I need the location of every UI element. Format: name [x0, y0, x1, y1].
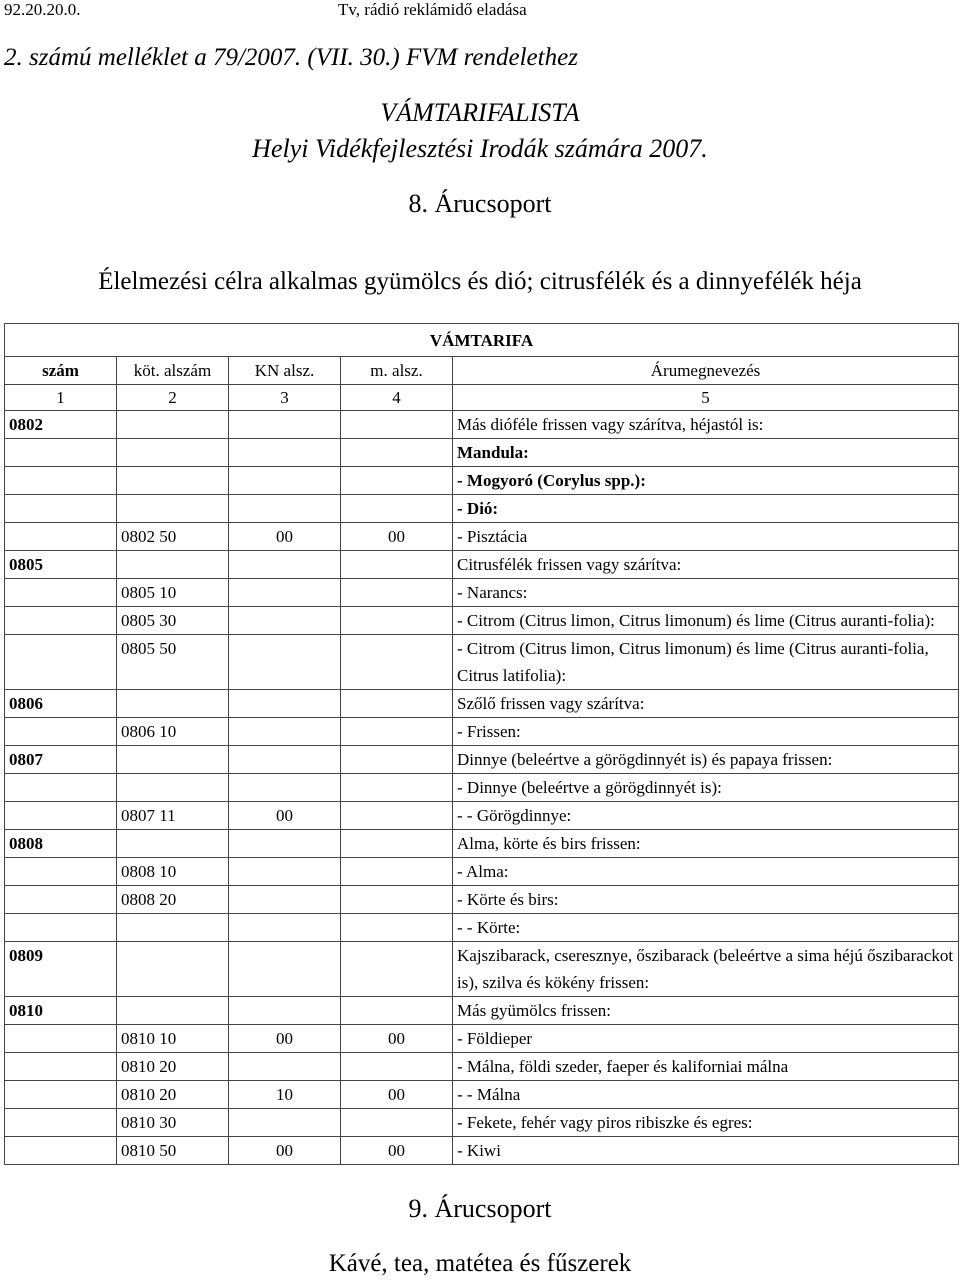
- table-row: [5, 411, 959, 439]
- table-row: [5, 495, 959, 523]
- table-row: [5, 439, 959, 467]
- kn-subheading: [229, 830, 341, 858]
- table-row: [5, 635, 959, 690]
- subheading-code: 0807 11: [117, 802, 229, 830]
- subheading-code: 0808 20: [117, 886, 229, 914]
- table-row: [5, 1025, 959, 1053]
- table-row: [5, 886, 959, 914]
- table-row: [5, 914, 959, 942]
- m-subheading: [341, 746, 453, 774]
- heading-number: 0808: [5, 830, 117, 858]
- kn-subheading: [229, 635, 341, 690]
- heading-number: [5, 858, 117, 886]
- column-header: m. alsz.: [341, 357, 453, 385]
- column-number: 3: [229, 385, 341, 411]
- kn-subheading: [229, 495, 341, 523]
- m-subheading: [341, 607, 453, 635]
- subheading-code: [117, 746, 229, 774]
- m-subheading: 00: [341, 523, 453, 551]
- tariff-table: [4, 323, 959, 1165]
- heading-number: [5, 635, 117, 690]
- heading-number: [5, 1109, 117, 1137]
- table-row: [5, 1137, 959, 1165]
- subheading-code: 0810 20: [117, 1081, 229, 1109]
- subheading-code: 0810 20: [117, 1053, 229, 1081]
- kn-subheading: [229, 690, 341, 718]
- goods-description: - Mogyoró (Corylus spp.):: [453, 467, 959, 495]
- table-row: [5, 607, 959, 635]
- table-row: [5, 1081, 959, 1109]
- heading-number: [5, 467, 117, 495]
- subheading-code: [117, 439, 229, 467]
- heading-number: [5, 579, 117, 607]
- goods-description: - Alma:: [453, 858, 959, 886]
- group-8-subtitle: Élelmezési célra alkalmas gyümölcs és dió; citrusfélék és a dinnyefélék héja: [98, 268, 862, 295]
- subheading-code: [117, 690, 229, 718]
- table-row: [5, 1053, 959, 1081]
- document-topic: Tv, rádió reklámidő eladása: [338, 0, 527, 19]
- kn-subheading: [229, 886, 341, 914]
- heading-number: [5, 439, 117, 467]
- kn-subheading: [229, 718, 341, 746]
- subheading-code: 0810 30: [117, 1109, 229, 1137]
- goods-description: - Kiwi: [453, 1137, 959, 1165]
- kn-subheading: 00: [229, 1137, 341, 1165]
- m-subheading: [341, 942, 453, 997]
- heading-number: 0807: [5, 746, 117, 774]
- subheading-code: 0808 10: [117, 858, 229, 886]
- subheading-code: [117, 495, 229, 523]
- subheading-code: 0805 50: [117, 635, 229, 690]
- kn-subheading: 10: [229, 1081, 341, 1109]
- m-subheading: [341, 830, 453, 858]
- m-subheading: 00: [341, 1081, 453, 1109]
- goods-description: - Dinnye (beleértve a görögdinnyét is):: [453, 774, 959, 802]
- kn-subheading: [229, 411, 341, 439]
- goods-description: - Fekete, fehér vagy piros ribiszke és egres:: [453, 1109, 959, 1137]
- table-row: [5, 942, 959, 997]
- table-row: [5, 1109, 959, 1137]
- kn-subheading: [229, 774, 341, 802]
- heading-number: [5, 1137, 117, 1165]
- subheading-code: [117, 774, 229, 802]
- goods-description: - Citrom (Citrus limon, Citrus limonum) és lime (Citrus auranti-folia, Citrus latifolia):: [453, 635, 959, 690]
- column-header: szám: [5, 357, 117, 385]
- goods-description: Más gyümölcs frissen:: [453, 997, 959, 1025]
- group-8-heading: 8. Árucsoport: [408, 189, 552, 218]
- heading-number: [5, 914, 117, 942]
- heading-number: 0805: [5, 551, 117, 579]
- column-number: 5: [453, 385, 959, 411]
- table-super-header: VÁMTARIFA: [5, 324, 959, 357]
- goods-description: Mandula:: [453, 439, 959, 467]
- goods-description: Alma, körte és birs frissen:: [453, 830, 959, 858]
- m-subheading: [341, 1109, 453, 1137]
- kn-subheading: [229, 1109, 341, 1137]
- goods-description: Kajszibarack, cseresznye, őszibarack (beleértve a sima héjú őszibarackot is), szilva és kökény frissen:: [453, 942, 959, 997]
- kn-subheading: [229, 997, 341, 1025]
- m-subheading: [341, 411, 453, 439]
- goods-description: - Citrom (Citrus limon, Citrus limonum) és lime (Citrus auranti-folia):: [453, 607, 959, 635]
- goods-description: - - Málna: [453, 1081, 959, 1109]
- table-row: [5, 690, 959, 718]
- m-subheading: [341, 551, 453, 579]
- m-subheading: [341, 774, 453, 802]
- m-subheading: [341, 635, 453, 690]
- table-row: [5, 467, 959, 495]
- m-subheading: [341, 886, 453, 914]
- kn-subheading: [229, 607, 341, 635]
- subheading-code: [117, 914, 229, 942]
- m-subheading: 00: [341, 1137, 453, 1165]
- subheading-code: [117, 467, 229, 495]
- kn-subheading: 00: [229, 1025, 341, 1053]
- kn-subheading: [229, 551, 341, 579]
- goods-description: Citrusfélék frissen vagy szárítva:: [453, 551, 959, 579]
- kn-subheading: [229, 914, 341, 942]
- kn-subheading: [229, 467, 341, 495]
- m-subheading: [341, 1053, 453, 1081]
- kn-subheading: [229, 746, 341, 774]
- table-row: [5, 718, 959, 746]
- heading-number: [5, 523, 117, 551]
- column-number: 2: [117, 385, 229, 411]
- heading-number: [5, 774, 117, 802]
- kn-subheading: [229, 439, 341, 467]
- top-line: [0, 0, 960, 24]
- table-row: [5, 858, 959, 886]
- subheading-code: [117, 997, 229, 1025]
- goods-description: - Földieper: [453, 1025, 959, 1053]
- list-subtitle: Helyi Vidékfejlesztési Irodák számára 2007.: [252, 134, 708, 163]
- heading-number: 0809: [5, 942, 117, 997]
- m-subheading: [341, 858, 453, 886]
- goods-description: - Narancs:: [453, 579, 959, 607]
- heading-number: [5, 607, 117, 635]
- heading-number: 0806: [5, 690, 117, 718]
- m-subheading: [341, 718, 453, 746]
- m-subheading: [341, 439, 453, 467]
- goods-description: - Körte és birs:: [453, 886, 959, 914]
- subheading-code: 0805 30: [117, 607, 229, 635]
- document-code: 92.20.20.0.: [4, 0, 81, 19]
- m-subheading: 00: [341, 1025, 453, 1053]
- goods-description: - Frissen:: [453, 718, 959, 746]
- list-title: VÁMTARIFALISTA: [380, 98, 580, 127]
- kn-subheading: [229, 858, 341, 886]
- kn-subheading: 00: [229, 523, 341, 551]
- m-subheading: [341, 579, 453, 607]
- column-header: köt. alszám: [117, 357, 229, 385]
- goods-description: - Dió:: [453, 495, 959, 523]
- annex-reference: 2. számú melléklet a 79/2007. (VII. 30.) FVM rendelethez: [4, 44, 578, 71]
- m-subheading: [341, 690, 453, 718]
- m-subheading: [341, 467, 453, 495]
- kn-subheading: [229, 579, 341, 607]
- goods-description: - Pisztácia: [453, 523, 959, 551]
- heading-number: 0810: [5, 997, 117, 1025]
- group-9-heading: 9. Árucsoport: [408, 1194, 552, 1223]
- heading-number: [5, 495, 117, 523]
- subheading-code: 0810 50: [117, 1137, 229, 1165]
- goods-description: - - Görögdinnye:: [453, 802, 959, 830]
- subheading-code: 0806 10: [117, 718, 229, 746]
- heading-number: [5, 1025, 117, 1053]
- column-header: KN alsz.: [229, 357, 341, 385]
- subheading-code: 0805 10: [117, 579, 229, 607]
- group-9-subtitle: Kávé, tea, matétea és fűszerek: [328, 1250, 632, 1277]
- goods-description: Szőlő frissen vagy szárítva:: [453, 690, 959, 718]
- subheading-code: [117, 942, 229, 997]
- column-header: Árumegnevezés: [453, 357, 959, 385]
- subheading-code: [117, 830, 229, 858]
- goods-description: Más dióféle frissen vagy szárítva, héjastól is:: [453, 411, 959, 439]
- subheading-code: 0810 10: [117, 1025, 229, 1053]
- subheading-code: 0802 50: [117, 523, 229, 551]
- m-subheading: [341, 495, 453, 523]
- heading-number: 0802: [5, 411, 117, 439]
- heading-number: [5, 1053, 117, 1081]
- kn-subheading: [229, 942, 341, 997]
- heading-number: [5, 718, 117, 746]
- table-row: [5, 523, 959, 551]
- goods-description: - - Körte:: [453, 914, 959, 942]
- goods-description: Dinnye (beleértve a görögdinnyét is) és papaya frissen:: [453, 746, 959, 774]
- kn-subheading: [229, 1053, 341, 1081]
- m-subheading: [341, 802, 453, 830]
- goods-description: - Málna, földi szeder, faeper és kaliforniai málna: [453, 1053, 959, 1081]
- m-subheading: [341, 997, 453, 1025]
- subheading-code: [117, 411, 229, 439]
- column-number: 4: [341, 385, 453, 411]
- heading-number: [5, 802, 117, 830]
- kn-subheading: 00: [229, 802, 341, 830]
- heading-number: [5, 1081, 117, 1109]
- table-row: [5, 802, 959, 830]
- table-row: [5, 551, 959, 579]
- table-row: [5, 746, 959, 774]
- table-row: [5, 830, 959, 858]
- table-row: [5, 997, 959, 1025]
- table-row: [5, 579, 959, 607]
- column-number: 1: [5, 385, 117, 411]
- table-row: [5, 774, 959, 802]
- subheading-code: [117, 551, 229, 579]
- m-subheading: [341, 914, 453, 942]
- heading-number: [5, 886, 117, 914]
